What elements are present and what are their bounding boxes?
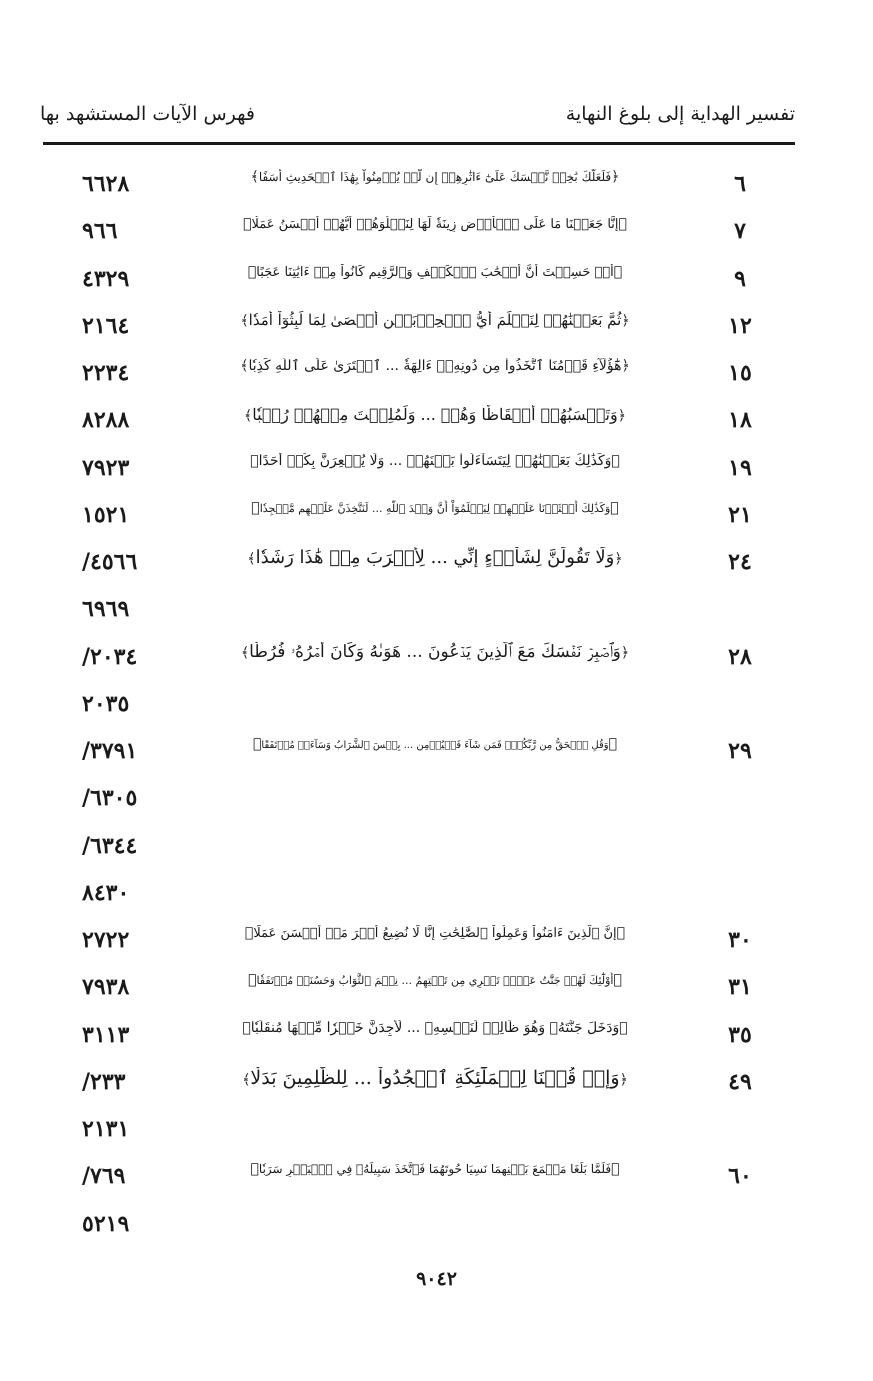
table-row bbox=[0, 968, 873, 1015]
bracket-open: ﴿ bbox=[621, 358, 630, 374]
verse-content: وَلَا تَقُولَنَّ لِشَاْيۡءٍ إِنِّي ... لِأَقۡرَبَ مِنۡ هَٰذَا رَشَدٗا bbox=[255, 547, 615, 568]
bracket-close: ﴾ bbox=[240, 358, 249, 374]
section-title: فهرس الآيات المستشهد بها bbox=[40, 103, 255, 125]
table-row bbox=[0, 1016, 873, 1063]
verse-text bbox=[240, 500, 630, 516]
page-reference: ٤٥٦٦/ bbox=[82, 549, 138, 575]
table-row bbox=[0, 354, 873, 401]
ayah-number: ٣٥ bbox=[728, 1021, 752, 1048]
bracket-close: ﴾ bbox=[247, 551, 256, 567]
bracket-close: ﴾ bbox=[248, 972, 257, 989]
page-reference: ٢٠٣٥ bbox=[82, 690, 130, 717]
bracket-close: ﴾ bbox=[242, 1071, 251, 1088]
bracket-open: ﴿ bbox=[617, 408, 626, 425]
verse-content: ثُمَّ بَعَثۡنَٰهُمۡ لِنَعۡلَمَ أَيُّ ٱلۡحِزۡبَيۡنِ أَحۡصَىٰ لِمَا لَبِثُوٓاْ أَمَدٗا bbox=[248, 310, 622, 329]
table-row bbox=[0, 874, 873, 921]
verse-text bbox=[240, 736, 630, 752]
page-reference: ٢١٣١ bbox=[82, 1116, 130, 1142]
verse-content: وَكَذَٰلِكَ بَعَثۡنَٰهُمۡ لِيَتَسَآءَلُواْ بَيۡنَهُمۡ ... وَلَا يُشۡعِرَنَّ بِكُمۡ أَحَدًا bbox=[258, 452, 612, 469]
verse-content: فَلَعَلَّكَ بَٰخِعٞ نَّفۡسَكَ عَلَىٰٓ ءَاثَٰرِهِمۡ إِن لَّمۡ يُؤۡمِنُواْ بِهَٰذَا ٱلۡحَدِيثِ أَسَفًا bbox=[258, 170, 612, 184]
verse-text bbox=[240, 405, 630, 424]
page-reference: ٧٩٢٣ bbox=[82, 454, 130, 481]
ayah-number: ١٨ bbox=[728, 407, 752, 434]
verse-text bbox=[240, 169, 630, 185]
page-reference: ٦٩٦٩ bbox=[82, 596, 130, 623]
bracket-open: ﴿ bbox=[611, 1161, 620, 1178]
table-row bbox=[0, 779, 873, 826]
page-reference: ٧٦٩/ bbox=[82, 1163, 126, 1190]
verse-content: إِنَّ ٱلَّذِينَ ءَامَنُواْ وَعَمِلُواْ ٱلصَّٰلِحَٰتِ إِنَّا لَا نُضِيعُ أَجۡرَ مَنۡ أَحۡسَنَ عَمَلًا bbox=[253, 926, 617, 941]
bracket-close: ﴾ bbox=[244, 925, 254, 941]
ayah-number: ٤٩ bbox=[728, 1068, 752, 1095]
table-row bbox=[0, 449, 873, 496]
ayah-number: ٩ bbox=[734, 265, 746, 292]
bracket-open: ﴿ bbox=[613, 263, 623, 280]
table-row bbox=[0, 921, 873, 968]
bracket-open: ﴿ bbox=[608, 736, 617, 752]
bracket-open: ﴿ bbox=[618, 216, 627, 233]
book-title: تفسير الهداية إلى بلوغ النهاية bbox=[565, 103, 795, 125]
verse-text bbox=[240, 972, 630, 988]
bracket-open: ﴿ bbox=[620, 644, 630, 661]
verse-content: فَلَمَّا بَلَغَا مَجۡمَعَ بَيۡنِهِمَا نَسِيَا حُوتَهُمَا فَٱتَّخَذَ سَبِيلَهُۥ فِي ٱلۡبَحۡرِ سَرَبٗا bbox=[258, 1162, 612, 1177]
ayah-number: ٦ bbox=[734, 171, 746, 197]
page-reference: ٥٢١٩ bbox=[82, 1210, 130, 1237]
page-reference: ٦٦٢٨ bbox=[82, 171, 130, 197]
page-number: ٩٠٤٢ bbox=[416, 1268, 457, 1290]
table-row bbox=[0, 732, 873, 779]
bracket-close: ﴾ bbox=[250, 169, 259, 185]
verse-text bbox=[240, 642, 630, 662]
table-row bbox=[0, 401, 873, 448]
bracket-open: ﴿ bbox=[616, 925, 626, 941]
bracket-close: ﴾ bbox=[253, 736, 262, 752]
bracket-close: ﴾ bbox=[240, 312, 249, 329]
table-row bbox=[0, 307, 873, 354]
verse-text bbox=[240, 1067, 630, 1089]
table-row bbox=[0, 590, 873, 637]
ayah-number: ١٩ bbox=[728, 454, 752, 481]
ayah-number: ٣٠ bbox=[728, 927, 752, 953]
bracket-open: ﴿ bbox=[611, 452, 620, 469]
bracket-open: ﴿ bbox=[621, 312, 630, 329]
page-reference: ١٥٢١ bbox=[82, 501, 130, 528]
verse-text bbox=[240, 1020, 630, 1036]
table-row bbox=[0, 165, 873, 212]
verse-text bbox=[240, 547, 630, 568]
page-reference: ٢٣٣/ bbox=[82, 1068, 126, 1095]
bracket-open: ﴿ bbox=[611, 169, 620, 185]
header-rule bbox=[43, 142, 795, 145]
bracket-close: ﴾ bbox=[251, 499, 260, 516]
ayah-number: ٢٤ bbox=[728, 549, 752, 575]
table-row bbox=[0, 1205, 873, 1252]
verse-text bbox=[240, 358, 630, 374]
table-row bbox=[0, 212, 873, 259]
verse-index-table bbox=[0, 165, 873, 1252]
bracket-close: ﴾ bbox=[240, 644, 250, 661]
bracket-close: ﴾ bbox=[247, 263, 257, 280]
verse-content: وَدَخَلَ جَنَّتَهُۥ وَهُوَ ظَالِمٞ لِّنَفۡسِهِۦ ... لَأَجِدَنَّ خَيۡرٗا مِّنۡهَا مُنقَلَبٗا bbox=[250, 1019, 620, 1036]
table-row bbox=[0, 638, 873, 685]
bracket-open: ﴿ bbox=[614, 551, 623, 567]
table-row bbox=[0, 1157, 873, 1204]
page-reference: ٨٤٣٠ bbox=[82, 879, 130, 906]
verse-text bbox=[240, 311, 630, 329]
ayah-number: ٢٩ bbox=[728, 738, 752, 764]
ayah-number: ١٢ bbox=[728, 312, 752, 339]
verse-text bbox=[240, 216, 630, 232]
running-header bbox=[40, 103, 795, 143]
ayah-number: ١٥ bbox=[728, 360, 752, 386]
verse-content: وَكَذَٰلِكَ أَعۡثَرۡنَا عَلَيۡهِمۡ لِيَعۡلَمُوٓاْ أَنَّ وَعۡدَ ٱللَّهِ ... لَنَتَّخِذَنَّ عَلَيۡهِم مَّسۡجِدٗا bbox=[259, 501, 611, 515]
table-row bbox=[0, 260, 873, 307]
bracket-close: ﴾ bbox=[243, 216, 252, 233]
table-row bbox=[0, 685, 873, 732]
verse-content: إِنَّا جَعَلۡنَا مَا عَلَى ٱلۡأَرۡضِ زِينَةٗ لَّهَا لِنَبۡلُوَهُمۡ أَيُّهُمۡ أَحۡسَنُ عَمَلٗا bbox=[251, 217, 619, 233]
ayah-number: ٦٠ bbox=[728, 1163, 752, 1190]
ayah-number: ٢٨ bbox=[728, 643, 752, 670]
ayah-number: ٧ bbox=[734, 218, 746, 245]
page-reference: ٤٣٢٩ bbox=[82, 265, 130, 292]
bracket-close: ﴾ bbox=[244, 408, 253, 425]
verse-text bbox=[240, 264, 630, 280]
verse-content: وَإِذۡ قُلۡنَا لِلۡمَلَٰٓئِكَةِ ٱسۡجُدُواْ ... لِلظَّٰلِمِينَ بَدَلٗا bbox=[250, 1066, 620, 1089]
page-reference: ٩٦٦ bbox=[82, 218, 118, 245]
page-reference: ٣٧٩١/ bbox=[82, 738, 138, 764]
verse-text bbox=[240, 1161, 630, 1177]
bracket-close: ﴾ bbox=[242, 1019, 251, 1036]
bracket-open: ﴿ bbox=[613, 972, 622, 989]
bracket-close: ﴾ bbox=[250, 452, 259, 469]
ayah-number: ٢١ bbox=[728, 501, 752, 528]
verse-content: أَمۡ حَسِبۡتَ أَنَّ أَصۡحَٰبَ ٱلۡكَهۡفِ وَٱلرَّقِيمِ كَانُواْ مِنۡ ءَايَٰتِنَا عَجَبًا bbox=[256, 264, 614, 280]
verse-content: هَٰٓؤُلَآءِ قَوۡمُنَا ٱتَّخَذُواْ مِن دُونِهِۦٓ ءَالِهَةٗ ... ٱفۡتَرَىٰ عَلَى ٱللَّهِ كَذِبٗا bbox=[248, 358, 622, 374]
verse-content: وَتَحۡسَبُهُمۡ أَيۡقَاظٗا وَهُمۡ ... وَلَمُلِئۡتَ مِنۡهُمۡ رُعۡبٗا bbox=[252, 405, 618, 425]
verse-content: أُوْلَٰٓئِكَ لَهُمۡ جَنَّٰتُ عَدۡنٖ تَجۡرِي مِن تَحۡتِهِمُ ... نِعۡمَ ٱلثَّوَابُ وَحَسُنَتۡ مُرۡتَفَقٗا bbox=[256, 974, 614, 988]
page-reference: ٢٢٣٤ bbox=[82, 360, 130, 386]
table-row bbox=[0, 543, 873, 590]
verse-content: وَٱصۡبِرۡ نَفۡسَكَ مَعَ ٱلَّذِينَ يَدۡعُونَ ... هَوَىٰهُ وَكَانَ أَمۡرُهُۥ فُرُطٗا bbox=[249, 641, 621, 662]
page-reference: ٢٧٢٢ bbox=[82, 927, 130, 953]
verse-text bbox=[240, 453, 630, 469]
table-row bbox=[0, 496, 873, 543]
bracket-open: ﴿ bbox=[619, 1019, 628, 1036]
page-reference: ٧٩٣٨ bbox=[82, 974, 130, 1001]
verse-text bbox=[240, 925, 630, 941]
table-row bbox=[0, 1063, 873, 1110]
page-reference: ٢٠٣٤/ bbox=[82, 643, 138, 670]
bracket-open: ﴿ bbox=[610, 499, 619, 516]
page-reference: ٦٣٠٥/ bbox=[82, 785, 138, 812]
page-reference: ٦٣٤٤/ bbox=[82, 832, 138, 859]
table-row bbox=[0, 827, 873, 874]
bracket-close: ﴾ bbox=[250, 1161, 259, 1178]
table-row bbox=[0, 1110, 873, 1157]
page-reference: ٣١١٣ bbox=[82, 1021, 130, 1048]
page-reference: ٢١٦٤ bbox=[82, 312, 130, 339]
verse-content: وَقُلِ ٱلۡحَقُّ مِن رَّبِّكُمۡۖ فَمَن شَآءَ فَلۡيُؤۡمِن ... بِئۡسَ ٱلشَّرَابُ وَسَآءَتۡ مُرۡتَفَقًا bbox=[261, 740, 609, 751]
ayah-number: ٣١ bbox=[728, 974, 752, 1001]
page-reference: ٨٢٨٨ bbox=[82, 407, 130, 434]
bracket-open: ﴿ bbox=[619, 1071, 628, 1088]
